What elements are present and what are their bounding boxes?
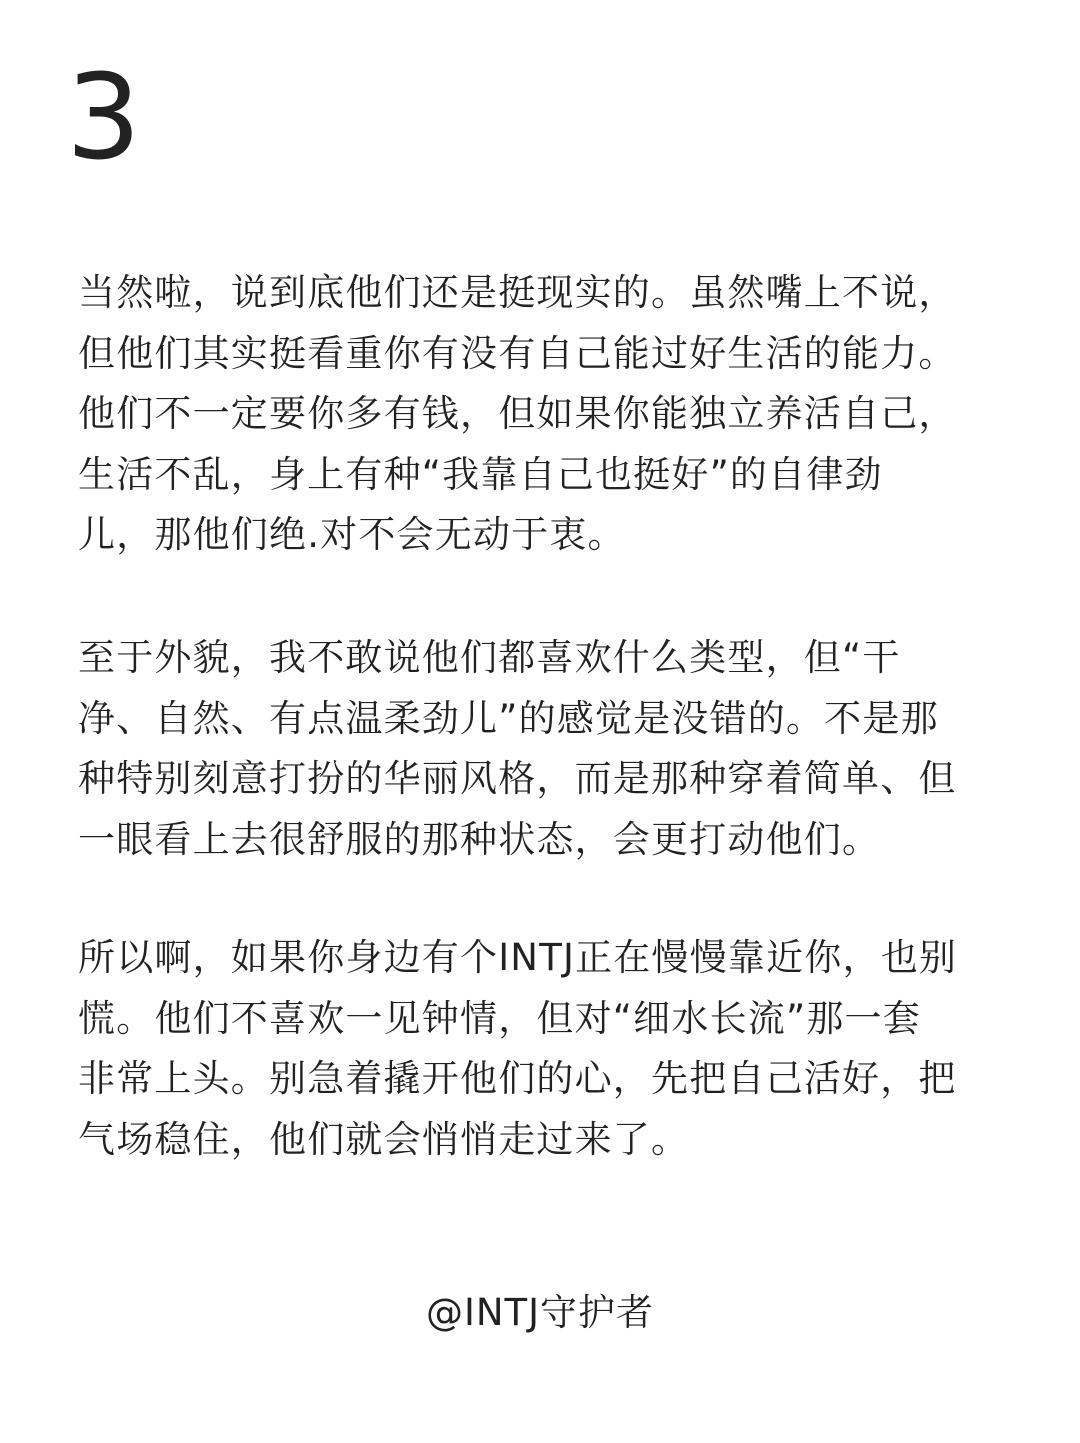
- paragraph-reality: 当然啦，说到底他们还是挺现实的。虽然嘴上不说， 但他们其实挺看重你有没有自己能过好生活的能力。 他们不一定要你多有钱，但如果你能独立养活自己， 生活不乱，身上有种“我靠自己也挺好”的自律劲 儿，那他们绝.对不会无动于衷。: [78, 271, 957, 557]
- paragraph-appearance: 至于外貌，我不敢说他们都喜欢什么类型，但“干 净、自然、有点温柔劲儿”的感觉是没错的。不是那 种特别刻意打扮的华丽风格，而是那种穿着简单、但 一眼看上去很舒服的那种状态，会更打动他们。: [78, 636, 957, 861]
- page-number: 3: [66, 48, 142, 186]
- author-signature: @INTJ守护者: [425, 1291, 655, 1334]
- paragraph-advice: 所以啊，如果你身边有个INTJ正在慢慢靠近你，也别 慌。他们不喜欢一见钟情，但对“细水长流”那一套 非常上头。别急着撬开他们的心，先把自己活好，把 气场稳住，他们就会悄悄走过来了。: [78, 936, 958, 1161]
